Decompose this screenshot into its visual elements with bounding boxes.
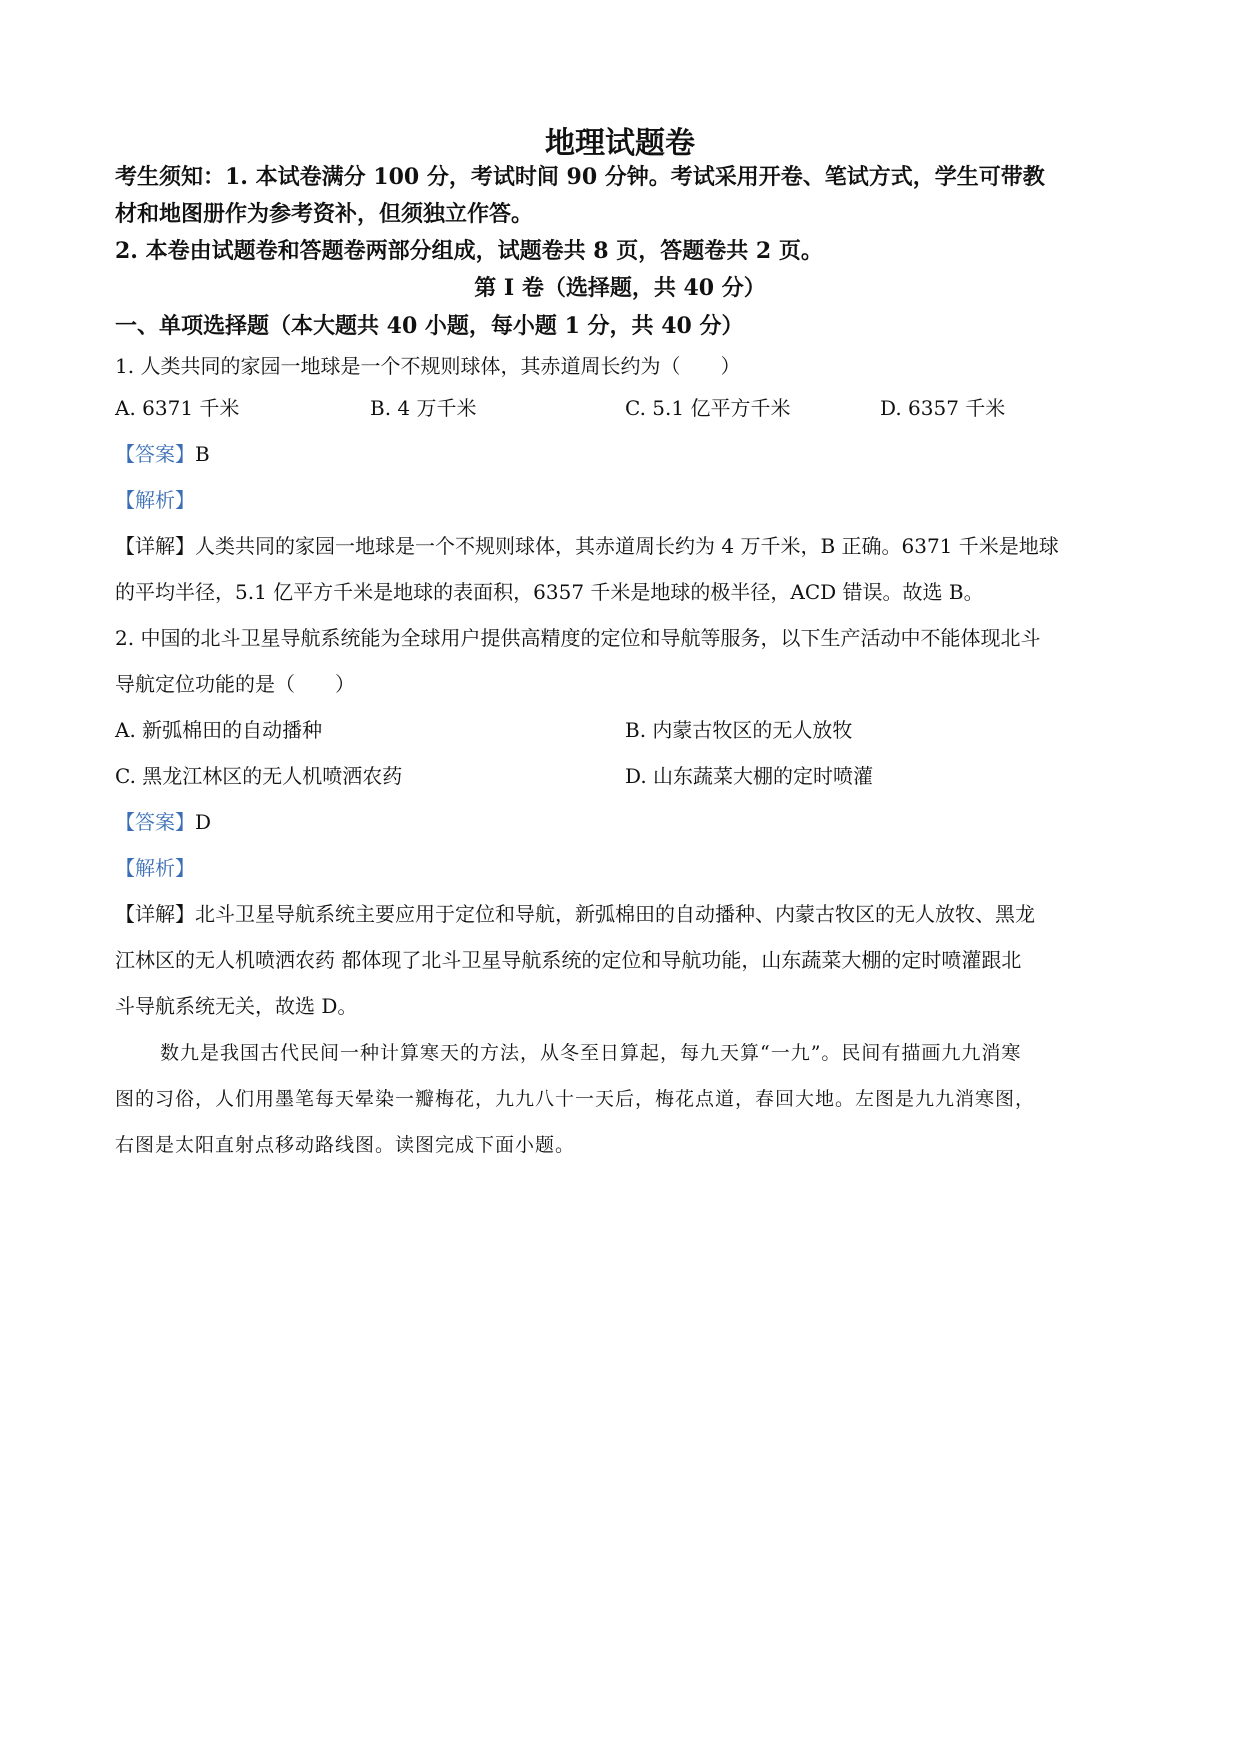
q2-option-c: C. 黑龙江林区的无人机喷洒农药 <box>115 764 403 788</box>
passage-line-3: 右图是太阳直射点移动路线图。读图完成下面小题。 <box>115 1134 576 1156</box>
q1-option-b: B. 4 万千米 <box>370 396 477 420</box>
question-2-stem-2: 导航定位功能的是（ ） <box>115 672 355 696</box>
q2-detail-line-3: 斗导航系统无关，故选 D。 <box>115 994 358 1018</box>
q2-detail-line-2: 江林区的无人机喷洒农药 都体现了北斗卫星导航系统的定位和导航功能，山东蔬菜大棚的定时喷灌跟北 <box>115 948 1022 972</box>
section-heading: 一、单项选择题（本大题共 40 小题，每小题 1 分，共 40 分） <box>115 313 744 339</box>
answer-tag: 【答案】 <box>115 442 195 466</box>
answer-tag: 【答案】 <box>115 810 195 834</box>
passage-line-1: 数九是我国古代民间一种计算寒天的方法，从冬至日算起，每九天算“一九”。民间有描画九九消寒 <box>160 1042 1022 1064</box>
q2-analysis <box>115 852 195 881</box>
detail-tag: 【详解】 <box>115 902 195 926</box>
detail-text: 人类共同的家园一地球是一个不规则球体，其赤道周长约为 4 万千米，B 正确。6371 千米是地球 <box>195 534 1059 558</box>
answer-value: D <box>195 810 212 834</box>
q1-analysis <box>115 484 195 513</box>
q1-answer <box>115 438 210 467</box>
q1-option-a: A. 6371 千米 <box>115 396 240 420</box>
q2-detail-line-1 <box>115 898 1035 927</box>
q2-answer <box>115 806 211 835</box>
analysis-tag: 【解析】 <box>115 856 195 880</box>
notice-line-3: 2. 本卷由试题卷和答题卷两部分组成，试题卷共 8 页，答题卷共 2 页。 <box>115 238 823 264</box>
q1-detail-line-1 <box>115 530 1059 559</box>
analysis-tag: 【解析】 <box>115 488 195 512</box>
part-heading: 第 I 卷（选择题，共 40 分） <box>474 275 766 301</box>
q2-option-a: A. 新弧棉田的自动播种 <box>115 718 323 742</box>
question-2-stem-1: 2. 中国的北斗卫星导航系统能为全球用户提供高精度的定位和导航等服务，以下生产活动中不能体现北斗 <box>115 626 1041 650</box>
q1-detail-line-2: 的平均半径，5.1 亿平方千米是地球的表面积，6357 千米是地球的极半径，ACD 错误。故选 B。 <box>115 580 984 604</box>
question-1-stem: 1. 人类共同的家园一地球是一个不规则球体，其赤道周长约为（ ） <box>115 354 741 378</box>
detail-tag: 【详解】 <box>115 534 195 558</box>
q1-option-c: C. 5.1 亿平方千米 <box>625 396 791 420</box>
q1-option-d: D. 6357 千米 <box>880 396 1006 420</box>
notice-line-1: 考生须知：1. 本试卷满分 100 分，考试时间 90 分钟。考试采用开卷、笔试方式，学生可带教 <box>115 164 1045 190</box>
detail-text: 北斗卫星导航系统主要应用于定位和导航，新弧棉田的自动播种、内蒙古牧区的无人放牧、黑龙 <box>195 902 1035 926</box>
page-title: 地理试题卷 <box>545 126 695 161</box>
passage-line-2: 图的习俗，人们用墨笔每天晕染一瓣梅花，九九八十一天后，梅花点道，春回大地。左图是九九消寒图， <box>115 1088 1036 1110</box>
notice-line-2: 材和地图册作为参考资补，但须独立作答。 <box>115 201 534 227</box>
answer-value: B <box>195 442 210 466</box>
q2-option-d: D. 山东蔬菜大棚的定时喷灌 <box>625 764 874 788</box>
q2-option-b: B. 内蒙古牧区的无人放牧 <box>625 718 853 742</box>
